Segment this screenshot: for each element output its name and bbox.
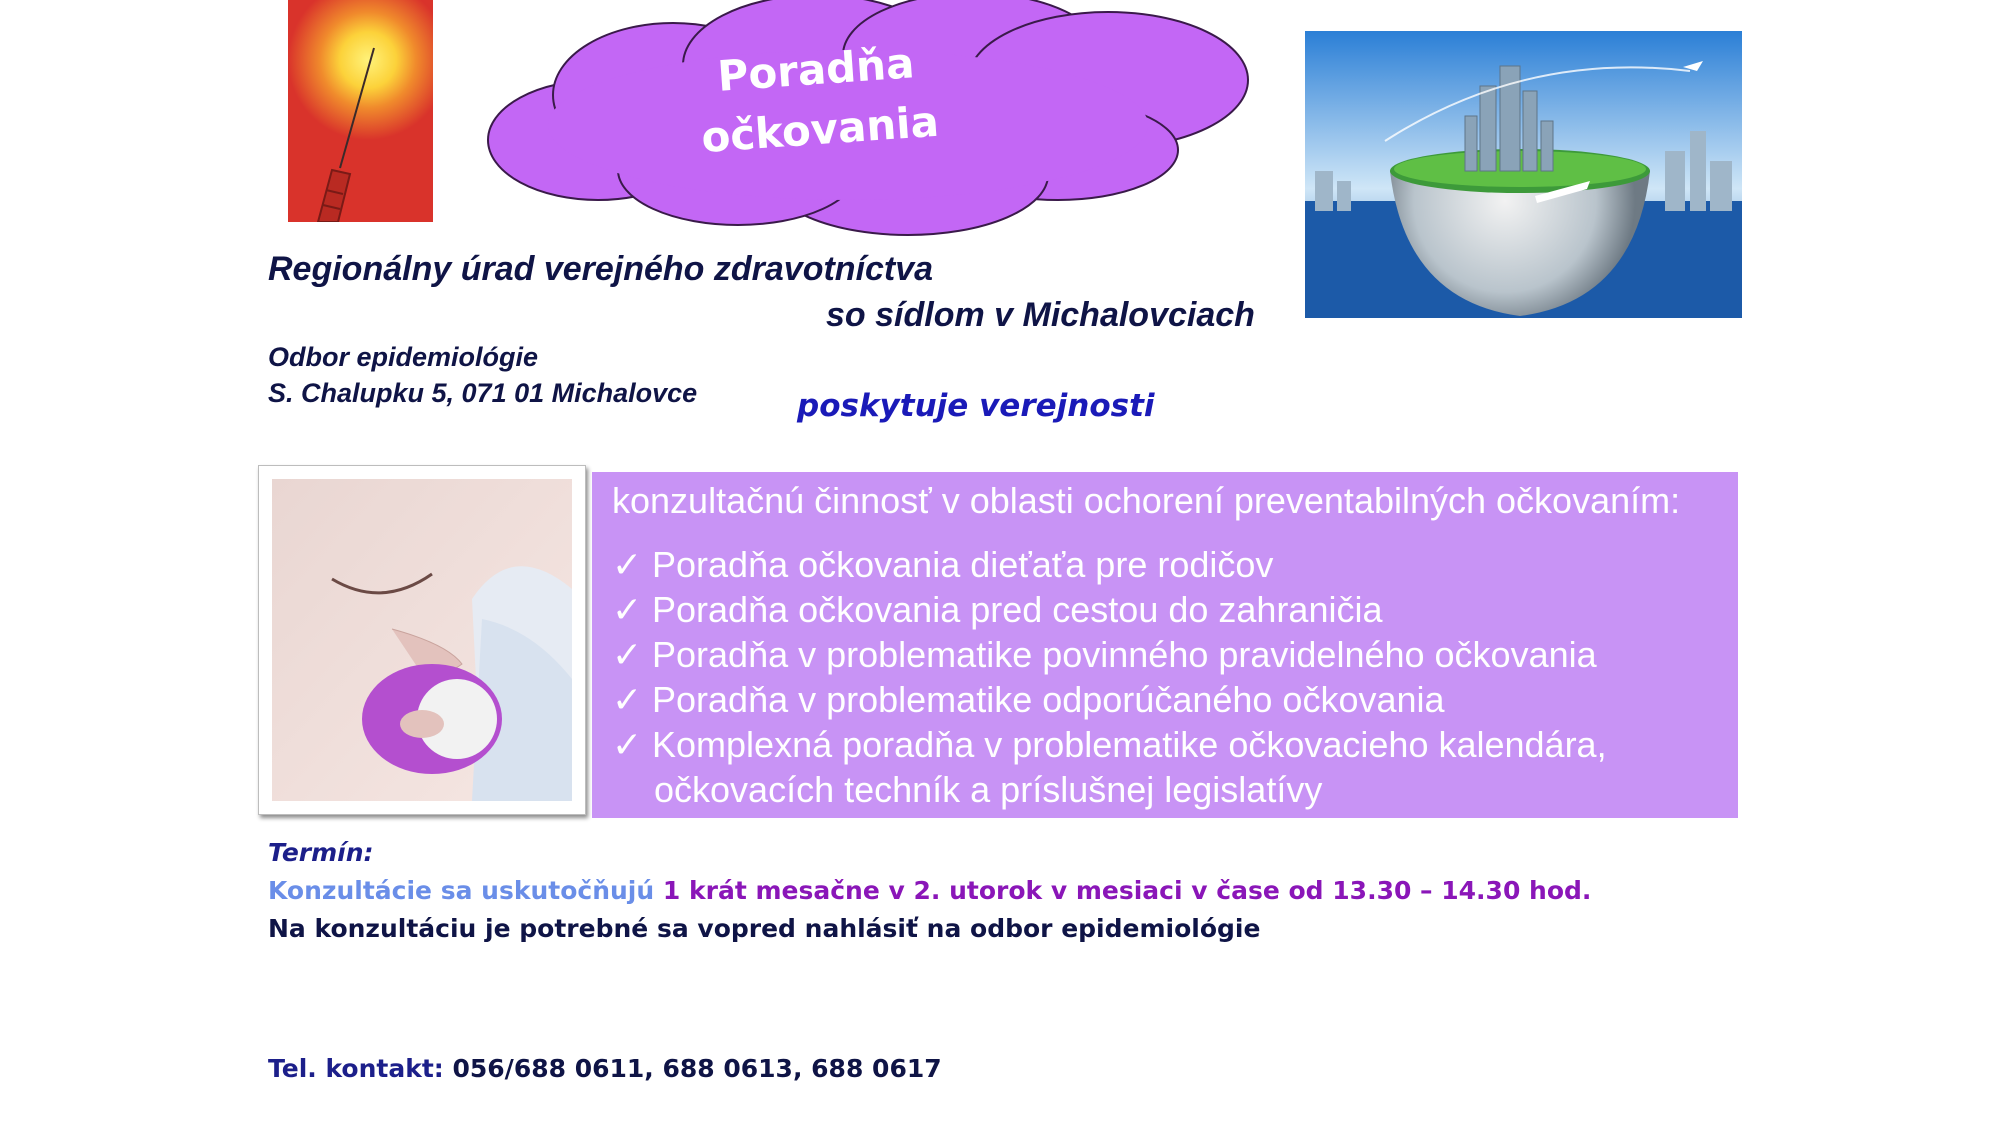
contact-label: Tel. kontakt: xyxy=(268,1054,444,1083)
baby-photo xyxy=(272,479,572,801)
schedule-line-part2: 1 krát mesačne v 2. utorok v mesiaci v čase od 13.30 – 14.30 hod. xyxy=(662,876,1592,905)
services-box xyxy=(592,472,1738,818)
check-icon: ✓ xyxy=(612,679,643,720)
syringe-image xyxy=(288,0,433,222)
contact-numbers: 056/688 0611, 688 0613, 688 0617 xyxy=(452,1054,942,1083)
check-icon: ✓ xyxy=(612,724,643,765)
cloud-title-line1: Poradňa xyxy=(715,38,916,101)
registration-notice: Na konzultáciu je potrebné sa vopred nahlásiť na odbor epidemiológie xyxy=(268,914,1261,943)
contact-line xyxy=(268,1054,942,1083)
services-list xyxy=(612,542,1607,812)
schedule-line xyxy=(268,876,1591,905)
list-item: ✓ Poradňa v problematike povinného pravidelného očkovania xyxy=(612,634,1597,675)
list-item: ✓ Poradňa očkovania pred cestou do zahraničia xyxy=(612,589,1383,630)
cloud-title xyxy=(664,30,972,171)
check-icon: ✓ xyxy=(612,589,643,630)
provides-text: poskytuje verejnosti xyxy=(797,388,1155,424)
globe-city-image xyxy=(1305,31,1742,318)
list-item: ✓ Poradňa v problematike odporúčaného očkovania xyxy=(612,679,1445,720)
list-item: ✓ Poradňa očkovania dieťaťa pre rodičov xyxy=(612,544,1274,585)
cloud-title-line2: očkovania xyxy=(699,96,941,163)
baby-photo-frame xyxy=(258,465,586,815)
schedule-line-part1: Konzultácie sa uskutočňujú xyxy=(268,876,655,905)
check-icon: ✓ xyxy=(612,544,643,585)
check-icon: ✓ xyxy=(612,634,643,675)
department: Odbor epidemiológie xyxy=(268,342,539,372)
address: S. Chalupku 5, 071 01 Michalovce xyxy=(268,378,698,408)
list-item-continuation: očkovacích techník a príslušnej legislatívy xyxy=(654,769,1323,810)
services-intro: konzultačnú činnosť v oblasti ochorení preventabilných očkovaním: xyxy=(612,480,1681,521)
title-cloud xyxy=(468,0,1258,238)
org-name-line1: Regionálny úrad verejného zdravotníctva xyxy=(268,250,934,288)
schedule-label: Termín: xyxy=(268,838,374,867)
org-name-line2: so sídlom v Michalovciach xyxy=(826,296,1255,334)
list-item: ✓ Komplexná poradňa v problematike očkovacieho kalendára, xyxy=(612,724,1607,765)
